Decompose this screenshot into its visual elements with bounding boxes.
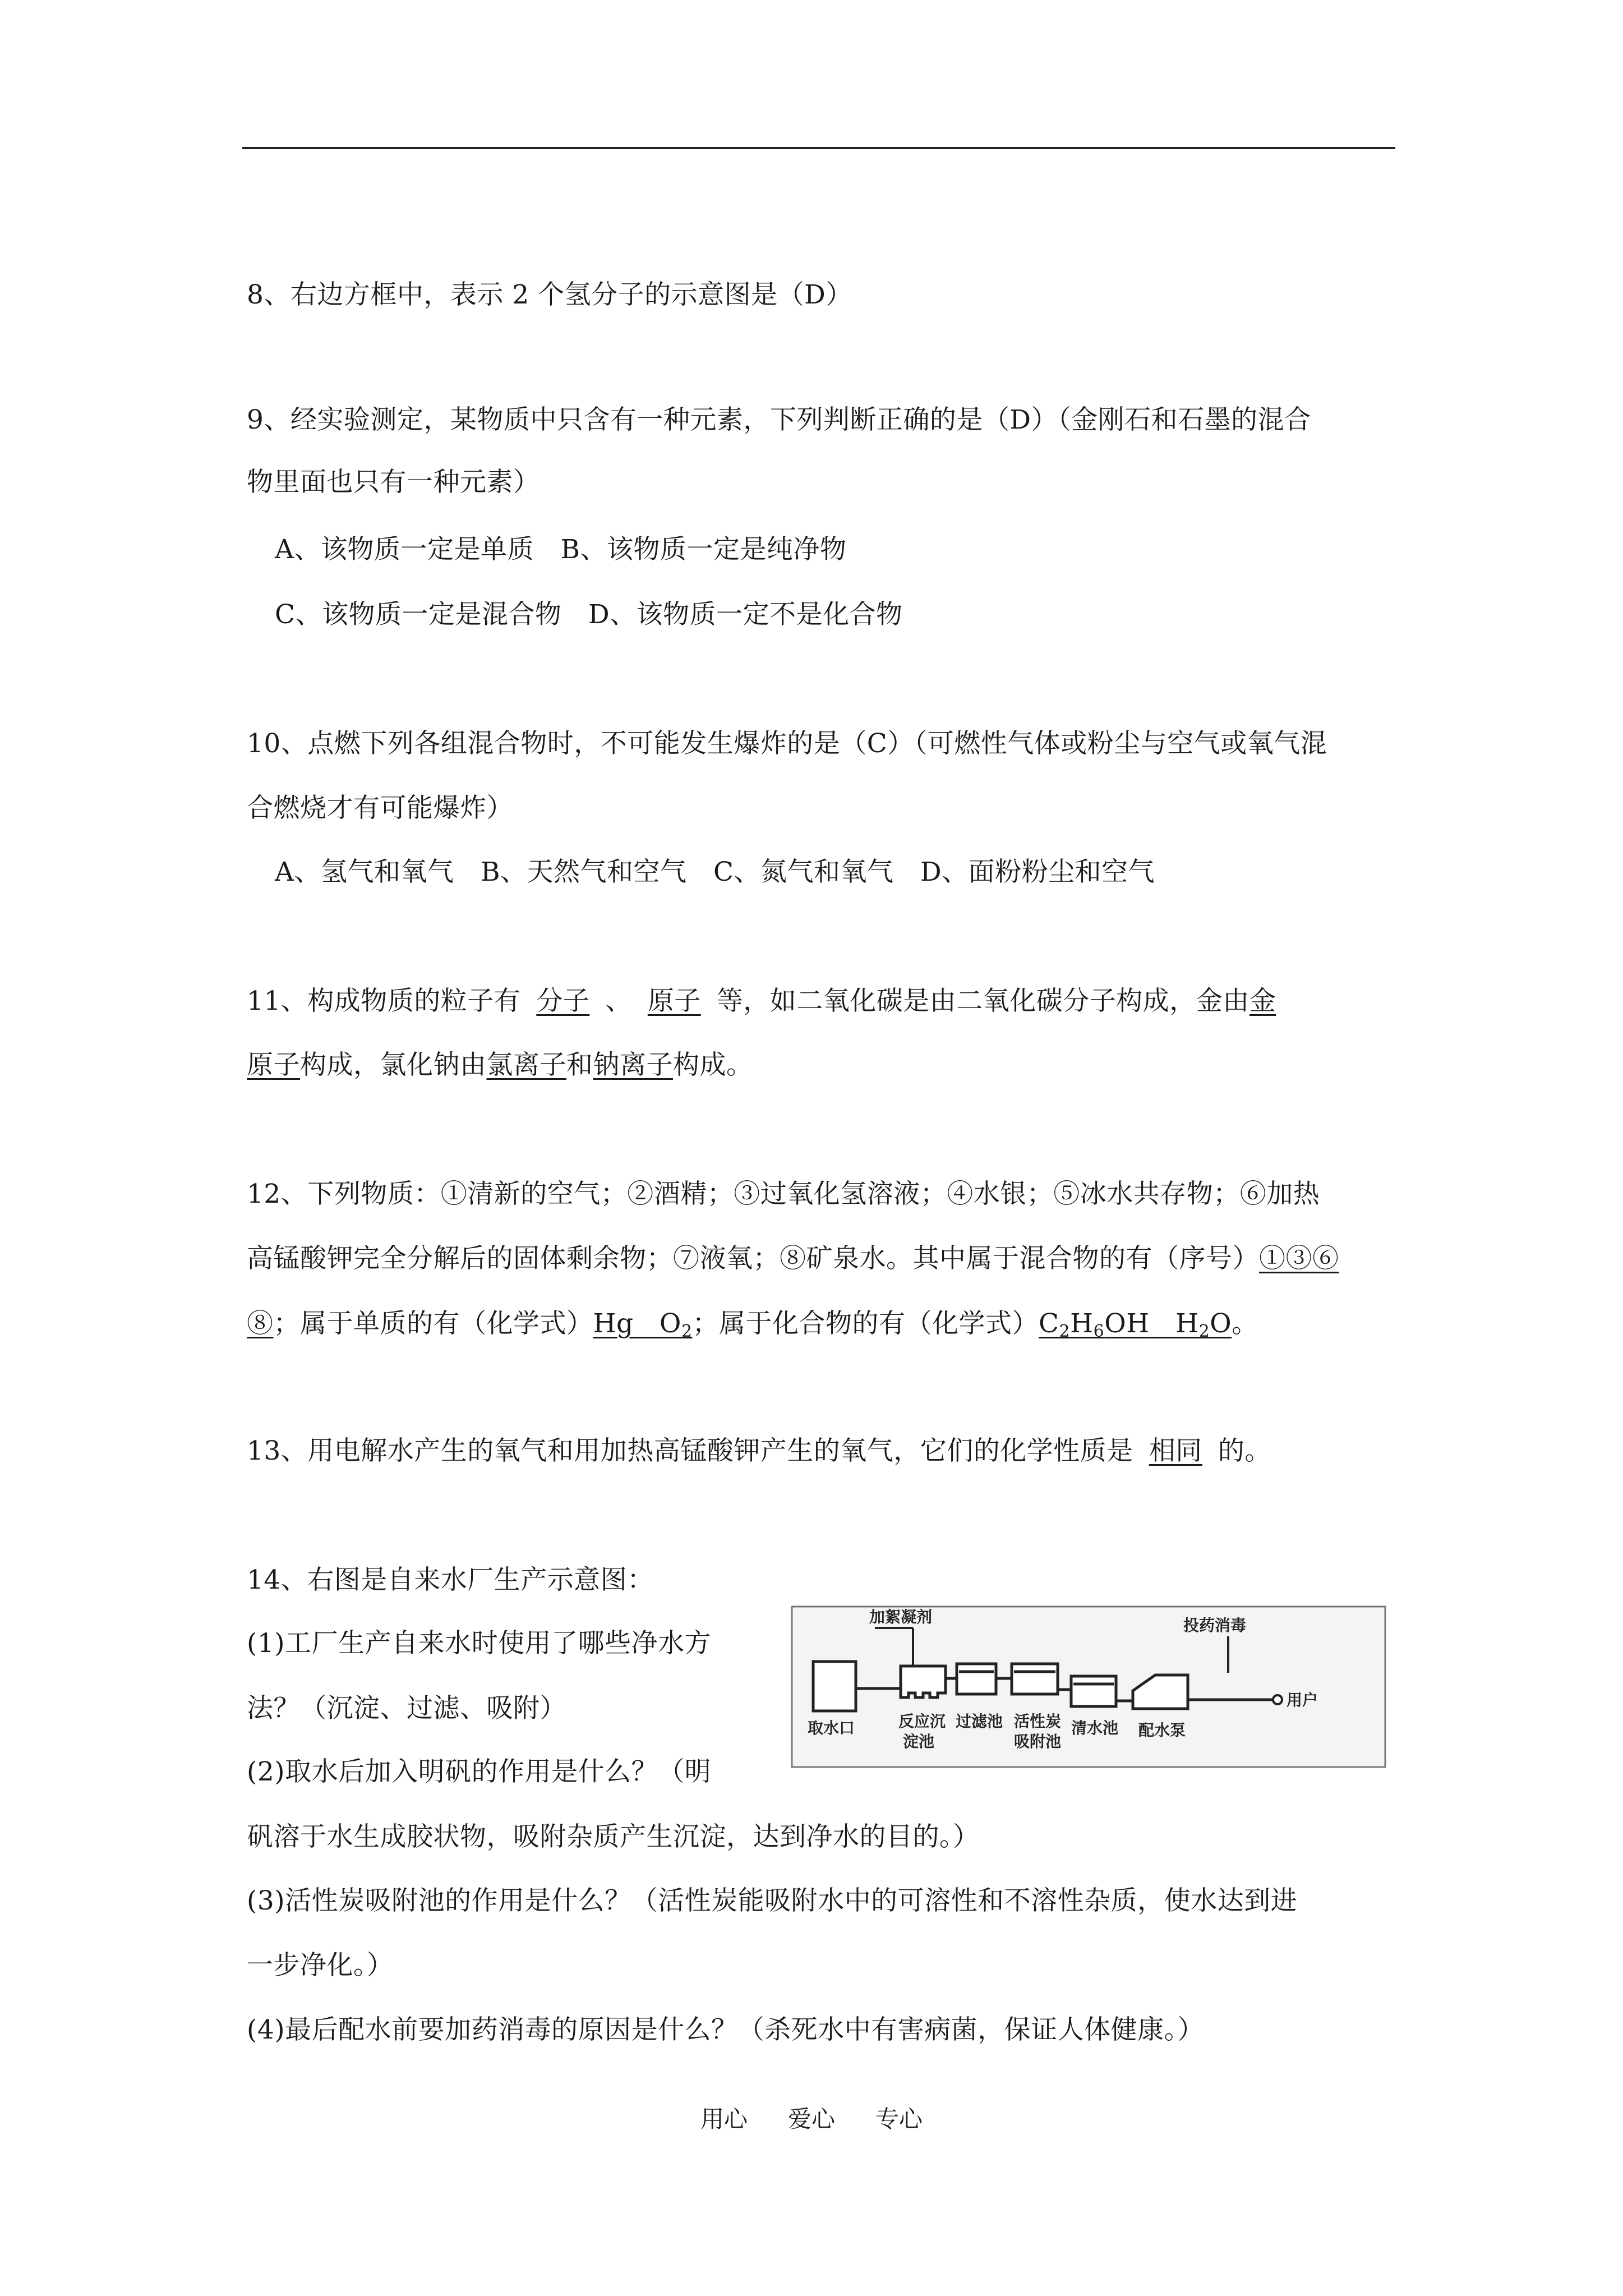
q11-answer-gold-atom: 原子 (247, 1050, 300, 1080)
formula-c: C (1039, 1308, 1059, 1339)
label-intake: 取水口 (808, 1719, 855, 1737)
q14-sub3-line2: 一步净化。） (247, 1950, 394, 1981)
label-carbon: 活性炭 (1014, 1713, 1062, 1730)
q11-line2 (247, 1048, 753, 1082)
formula-h-sub: 6 (1093, 1322, 1105, 1341)
q11-mid: 等，如二氧化碳是由二氧化碳分子构成，金由 (716, 986, 1249, 1016)
q8-text: 8、右边方框中，表示 2 个氢分子的示意图是（D） (247, 279, 852, 310)
label-clear: 清水池 (1071, 1719, 1119, 1737)
footer-word-1: 用心 (700, 2105, 748, 2133)
q14-sub1-line1: (1)工厂生产自来水时使用了哪些净水方 (247, 1628, 712, 1659)
q13-prefix: 13、用电解水产生的氧气和用加热高锰酸钾产生的氧气，它们的化学性质是 (247, 1435, 1133, 1466)
water-plant-diagram (791, 1605, 1386, 1768)
q11-and: 和 (566, 1050, 593, 1080)
label-add-disinfectant: 投药消毒 (1183, 1617, 1247, 1634)
q14-sub2-line1: (2)取水后加入明矾的作用是什么？（明 (247, 1756, 712, 1787)
carbon-tank (1012, 1664, 1058, 1694)
formula-oh: OH (1104, 1308, 1150, 1339)
q14-sub1-line2: 法？（沉淀、过滤、吸附） (247, 1693, 566, 1724)
q12-compound-prompt: ；属于化合物的有（化学式） (692, 1308, 1039, 1339)
q11-answer-atom: 原子 (647, 986, 701, 1016)
q13-suffix: 的。 (1218, 1435, 1271, 1466)
q12-line1: 12、下列物质：①清新的空气；②酒精；③过氧化氢溶液；④水银；⑤冰水共存物；⑥加热 (247, 1179, 1320, 1209)
formula-c-sub: 2 (1059, 1322, 1071, 1341)
label-reaction: 反应沉 (898, 1713, 946, 1730)
q11-answer-molecule: 分子 (536, 986, 590, 1016)
q9-options-line1: A、该物质一定是单质 B、该物质一定是纯净物 (275, 534, 847, 565)
q9-stem-line1: 9、经实验测定，某物质中只含有一种元素，下列判断正确的是（D）（金刚石和石墨的混合 (247, 404, 1311, 435)
page-footer (0, 2101, 1623, 2134)
footer-word-3: 专心 (875, 2105, 923, 2133)
q12-element-prompt: ；属于单质的有（化学式） (273, 1308, 593, 1339)
q12-line2 (247, 1242, 1339, 1276)
label-reaction-2: 淀池 (903, 1733, 935, 1750)
q9-stem-line2: 物里面也只有一种元素） (247, 467, 540, 498)
q11-answer-gold: 金 (1249, 986, 1276, 1016)
q13-line (247, 1434, 1271, 1468)
q11-answer-chloride: 氯离子 (486, 1050, 566, 1080)
user-outlet (1273, 1695, 1282, 1704)
q12-answer-elements (593, 1308, 693, 1339)
label-carbon-2: 吸附池 (1014, 1733, 1062, 1750)
q11-nacl: 构成，氯化钠由 (300, 1050, 487, 1080)
filter-tank (957, 1664, 996, 1694)
q12-answer-compounds (1039, 1308, 1232, 1339)
formula-o-sub: 2 (681, 1322, 693, 1341)
formula-h2: H (1175, 1308, 1199, 1339)
label-user: 用户 (1287, 1691, 1318, 1709)
formula-h: H (1070, 1308, 1094, 1339)
footer-word-2: 爱心 (787, 2105, 835, 2133)
q10-stem-line2: 合燃烧才有可能爆炸） (247, 793, 513, 823)
q13-answer: 相同 (1149, 1435, 1202, 1466)
q12-line2-text: 高锰酸钾完全分解后的固体剩余物；⑦液氧；⑧矿泉水。其中属于混合物的有（序号） (247, 1243, 1259, 1274)
q10-options: A、氢气和氧气 B、天然气和空气 C、氮气和氧气 D、面粉粉尘和空气 (275, 857, 1155, 887)
q11-prefix: 11、构成物质的粒子有 (247, 986, 521, 1016)
q14-sub2-line2: 矾溶于水生成胶状物，吸附杂质产生沉淀，达到净水的目的。） (247, 1821, 980, 1852)
clear-tank (1071, 1676, 1116, 1706)
q11-line1 (247, 984, 1276, 1018)
q12-line3 (247, 1307, 1258, 1341)
q11-answer-sodium: 钠离子 (593, 1050, 673, 1080)
q11-end: 构成。 (673, 1050, 753, 1080)
q9-options-line2: C、该物质一定是混合物 D、该物质一定不是化合物 (275, 599, 903, 630)
q14-title: 14、右图是自来水厂生产示意图： (247, 1565, 654, 1595)
label-add-coagulant: 加絮凝剂 (869, 1608, 933, 1626)
formula-hg: Hg (593, 1308, 634, 1339)
q12-answer-mixtures-end: ⑧ (247, 1308, 274, 1339)
header-rule (242, 147, 1395, 149)
reaction-tank (901, 1666, 946, 1697)
intake-box (813, 1662, 856, 1711)
formula-o: O (659, 1308, 681, 1339)
formula-o2: O (1210, 1308, 1232, 1339)
q12-answer-mixtures: ①③⑥ (1259, 1243, 1339, 1274)
label-filter: 过滤池 (956, 1713, 1003, 1730)
label-pump: 配水泵 (1138, 1722, 1186, 1739)
formula-h2-sub: 2 (1198, 1322, 1210, 1341)
q14-sub3-line1: (3)活性炭吸附池的作用是什么？（活性炭能吸附水中的可溶性和不溶性杂质，使水达到进 (247, 1885, 1298, 1916)
q12-end: 。 (1232, 1308, 1258, 1339)
q11-sep: 、 (605, 986, 632, 1016)
q10-stem-line1: 10、点燃下列各组混合物时，不可能发生爆炸的是（C）（可燃性气体或粉尘与空气或氧气混 (247, 728, 1327, 759)
q14-sub4: (4)最后配水前要加药消毒的原因是什么？（杀死水中有害病菌，保证人体健康。） (247, 2014, 1205, 2045)
